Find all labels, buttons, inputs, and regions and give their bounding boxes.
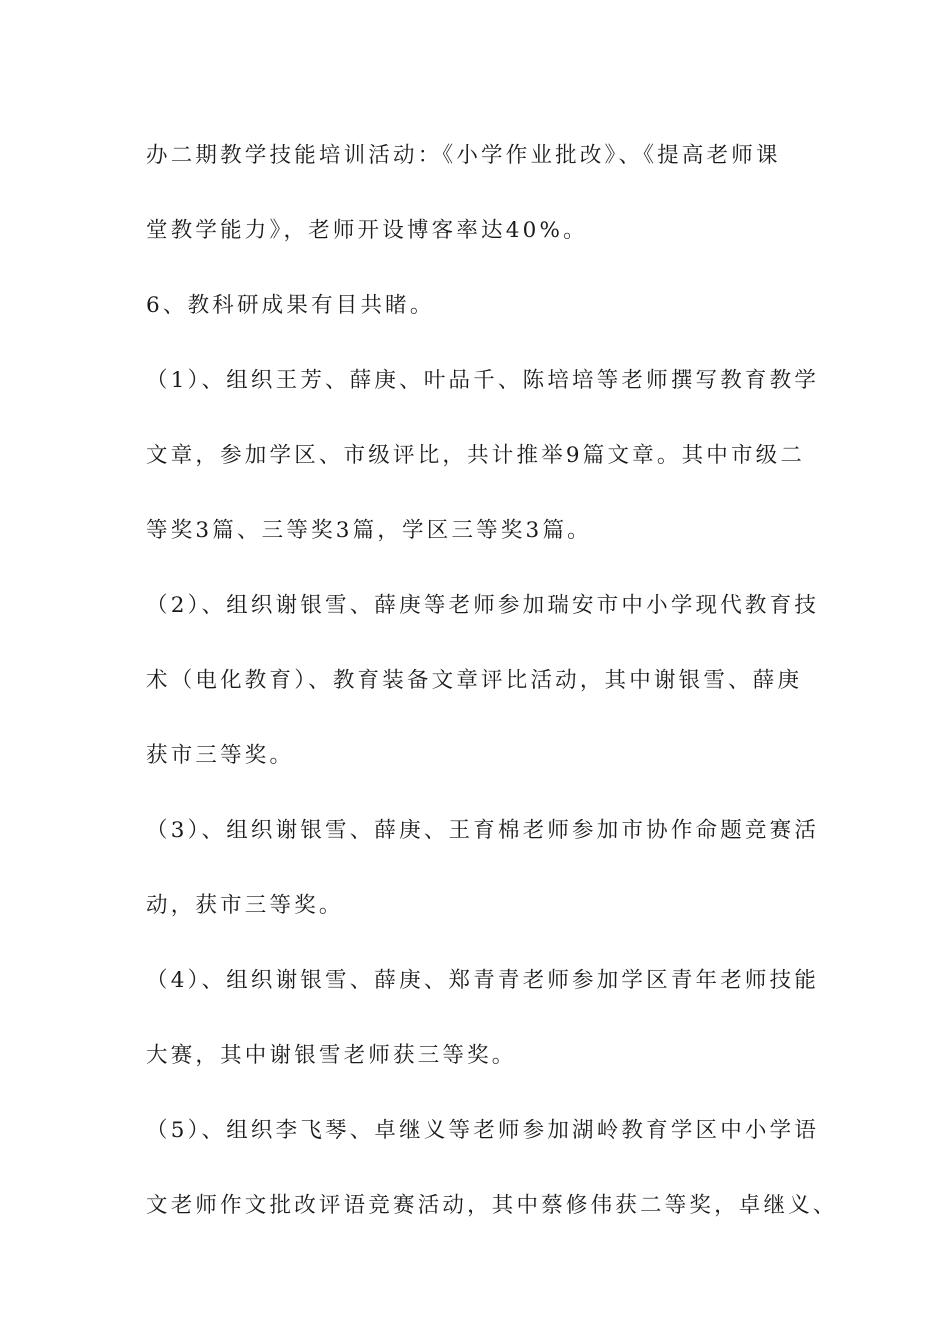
text-line-1: 办二期教学技能培训活动：《小学作业批改》、《提高老师课 [146, 143, 781, 168]
text-line-6: 等奖3篇、三等奖3篇，学区三等奖3篇。 [146, 518, 592, 543]
text-line-15: 文老师作文批改评语竞赛活动，其中蔡修伟获二等奖，卓继义、 [146, 1193, 838, 1218]
text-line-13: 大赛，其中谢银雪老师获三等奖。 [146, 1043, 517, 1068]
text-line-4: （1）、组织王芳、薛庚、叶品千、陈培培等老师撰写教育教学 [146, 368, 820, 393]
text-line-9: 获市三等奖。 [146, 743, 295, 768]
text-line-2: 堂教学能力》，老师开设博客率达40%。 [146, 218, 588, 243]
text-line-10: （3）、组织谢银雪、薛庚、王育棉老师参加市协作命题竞赛活 [146, 818, 820, 843]
text-line-8: 术（电化教育）、教育装备文章评比活动，其中谢银雪、薛庚 [146, 668, 803, 693]
text-line-5: 文章，参加学区、市级评比，共计推举9篇文章。其中市级二 [146, 443, 806, 468]
text-line-7: （2）、组织谢银雪、薛庚等老师参加瑞安市中小学现代教育技 [146, 593, 820, 618]
text-line-14: （5）、组织李飞琴、卓继义等老师参加湖岭教育学区中小学语 [146, 1118, 820, 1143]
text-line-3: 6、教科研成果有目共睹。 [146, 293, 435, 318]
text-line-11: 动，获市三等奖。 [146, 893, 344, 918]
text-line-12: （4）、组织谢银雪、薛庚、郑青青老师参加学区青年老师技能 [146, 968, 820, 993]
